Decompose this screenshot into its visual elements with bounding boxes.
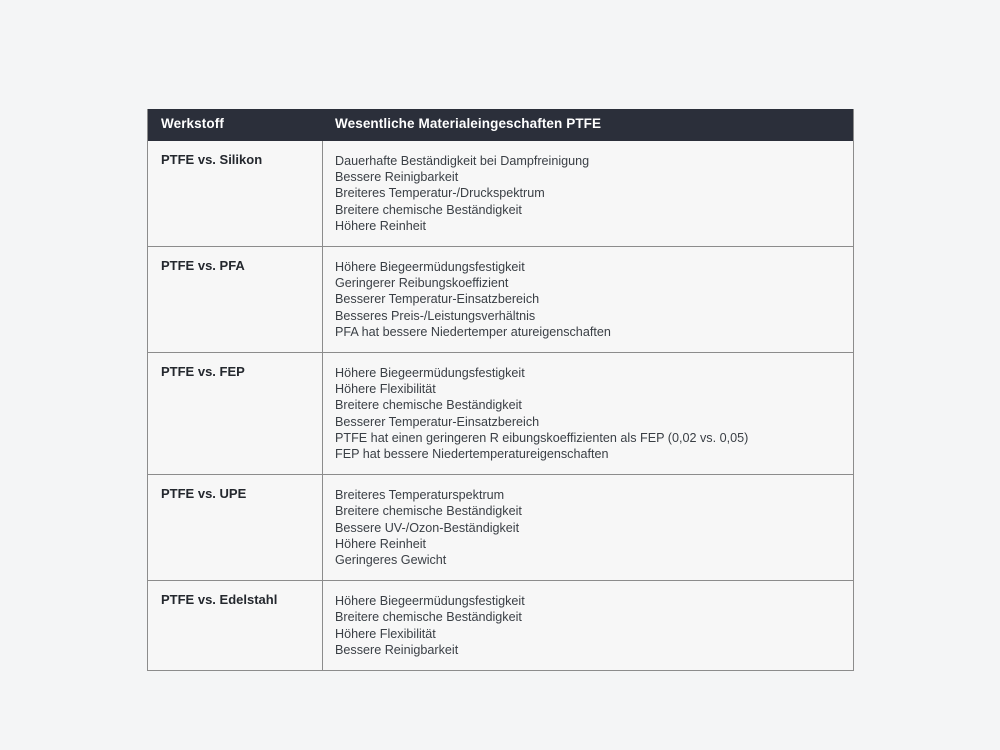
feature-line: Höhere Flexibilität bbox=[335, 382, 436, 397]
row-label-werkstoff: PTFE vs. UPE bbox=[148, 475, 323, 580]
feature-line: Dauerhafte Beständigkeit bei Dampfreinigung bbox=[335, 154, 590, 168]
column-header-eigenschaften: Wesentliche Materialeingeschaften PTFE bbox=[335, 116, 602, 132]
feature-line: Bessere Reinigbarkeit bbox=[335, 642, 459, 657]
feature-line: Bessere UV-/Ozon-Beständigkeit bbox=[335, 520, 520, 535]
feature-line: Breitere chemische Beständigkeit bbox=[335, 202, 522, 217]
feature-line: Höhere Reinheit bbox=[335, 536, 427, 551]
feature-line: Geringerer Reibungskoeffizient bbox=[335, 276, 509, 291]
feature-line: FEP hat bessere Niedertemperatureigenschaften bbox=[335, 447, 609, 462]
feature-line: Besserer Temperatur-Einsatzbereich bbox=[335, 292, 540, 307]
row-features-list bbox=[323, 475, 853, 580]
row-label-werkstoff: PTFE vs. Edelstahl bbox=[148, 581, 323, 670]
table-row bbox=[148, 580, 853, 670]
table-row bbox=[148, 474, 853, 580]
row-label-werkstoff: PTFE vs. PFA bbox=[148, 247, 323, 352]
row-features-list bbox=[323, 581, 853, 670]
feature-line: Besserer Temperatur-Einsatzbereich bbox=[335, 414, 540, 429]
row-label-werkstoff: PTFE vs. FEP bbox=[148, 353, 323, 474]
material-comparison-table bbox=[147, 109, 854, 671]
feature-line: Besseres Preis-/Leistungsverhältnis bbox=[335, 308, 536, 323]
table-row bbox=[148, 141, 853, 246]
feature-line: Höhere Biegeermüdungsfestigkeit bbox=[335, 366, 525, 381]
table-row bbox=[148, 352, 853, 474]
feature-line: Höhere Biegeermüdungsfestigkeit bbox=[335, 594, 525, 609]
feature-line: Höhere Biegeermüdungsfestigkeit bbox=[335, 260, 525, 275]
row-features-list bbox=[323, 247, 853, 352]
feature-line: Breiteres Temperaturspektrum bbox=[335, 488, 505, 503]
row-label-werkstoff: PTFE vs. Silikon bbox=[148, 141, 323, 246]
feature-line: Breiteres Temperatur-/Druckspektrum bbox=[335, 186, 545, 201]
feature-line: Höhere Reinheit bbox=[335, 218, 427, 233]
column-header-werkstoff: Werkstoff bbox=[161, 116, 224, 132]
table-header-row bbox=[148, 109, 853, 141]
feature-line: Breitere chemische Beständigkeit bbox=[335, 610, 522, 625]
feature-line: Breitere chemische Beständigkeit bbox=[335, 504, 522, 519]
row-features-list bbox=[323, 353, 853, 474]
feature-line: Höhere Flexibilität bbox=[335, 626, 436, 641]
feature-line: PTFE hat einen geringeren R eibungskoeffizienten als FEP (0,02 vs. 0,05) bbox=[335, 430, 749, 445]
table-body bbox=[148, 141, 853, 670]
feature-line: Breitere chemische Beständigkeit bbox=[335, 398, 522, 413]
table-row bbox=[148, 246, 853, 352]
row-features-list bbox=[323, 141, 853, 246]
feature-line: Geringeres Gewicht bbox=[335, 553, 447, 568]
feature-line: Bessere Reinigbarkeit bbox=[335, 170, 459, 185]
feature-line: PFA hat bessere Niedertemper atureigenschaften bbox=[335, 324, 611, 339]
